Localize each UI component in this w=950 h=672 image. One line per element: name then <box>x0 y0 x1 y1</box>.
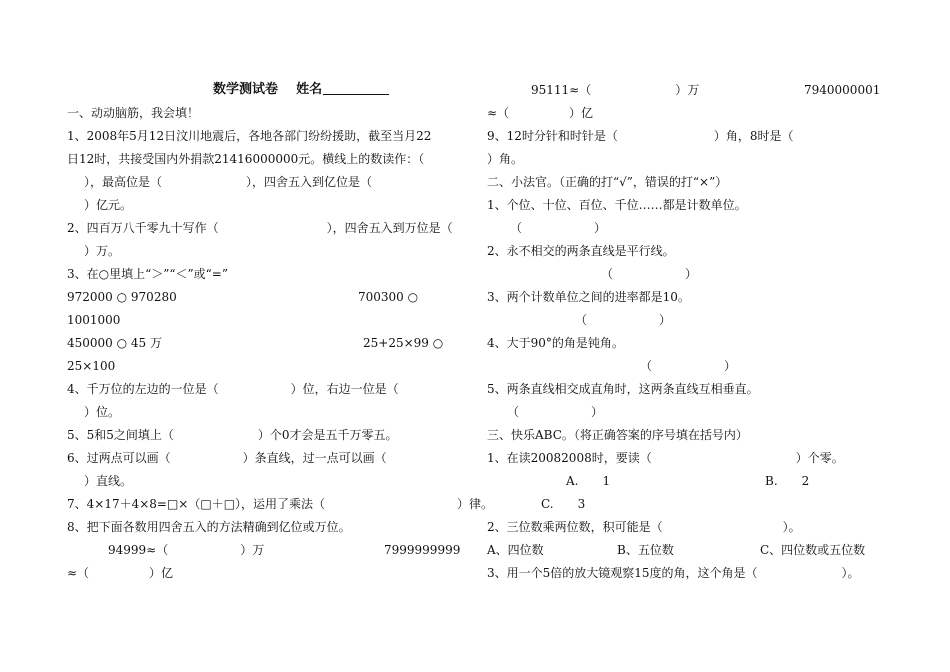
choice-2: 2、三位数乘两位数，积可能是（ ）。 <box>487 520 801 534</box>
question-8-item-1: 94999≈（ ）万 <box>108 543 265 557</box>
choice-2-option-c[interactable]: C、四位数或五位数 <box>760 543 866 557</box>
question-4-line-2: ）位。 <box>84 405 121 419</box>
compare-item-2b: 1001000 <box>67 313 121 327</box>
question-8-item-2b: ≈（ ）亿 <box>67 566 174 580</box>
question-1-line-1: 1、2008年5月12日汶川地震后，各地各部门纷纷援助，截至当月22 <box>67 129 432 143</box>
question-2-line-2: ）万。 <box>84 244 121 258</box>
judge-2-answer[interactable]: （ ） <box>601 267 698 281</box>
question-1-line-3: ），最高位是（ ），四舍五入到亿位是（ <box>84 175 373 189</box>
choice-2-option-a[interactable]: A、四位数 <box>487 543 544 557</box>
question-1-line-2: 日12时，共接受国内外捐款21416000000元。横线上的数读作：（ <box>67 152 425 166</box>
judge-2: 2、永不相交的两条直线是平行线。 <box>487 244 675 258</box>
choice-1: 1、在读20082008时，要读（ ）个零。 <box>487 451 844 465</box>
compare-item-4b: 25×100 <box>67 359 116 373</box>
question-9-line-1: 9、12时分针和时针是（ ）角，8时是（ <box>487 129 794 143</box>
question-9-line-2: ）角。 <box>487 152 524 166</box>
choice-1-option-a[interactable]: A. 1 <box>566 474 611 488</box>
question-8-item-2a: 7999999999 <box>384 543 461 557</box>
judge-4-answer[interactable]: （ ） <box>640 359 737 373</box>
compare-item-4a: 25+25×99 ○ <box>363 336 444 350</box>
question-8-item-4b: ≈（ ）亿 <box>487 106 594 120</box>
choice-1-option-c[interactable]: C. 3 <box>541 497 586 511</box>
judge-3-answer[interactable]: （ ） <box>575 313 672 327</box>
judge-3: 3、两个计数单位之间的进率都是10。 <box>487 290 690 304</box>
question-6-line-1: 6、过两点可以画（ ）条直线，过一点可以画（ <box>67 451 387 465</box>
section-2-heading: 二、小法官。（正确的打“√”，错误的打“×”） <box>487 175 728 189</box>
judge-1: 1、个位、十位、百位、千位……都是计数单位。 <box>487 198 747 212</box>
title-text: 数学测试卷 <box>213 82 279 97</box>
judge-4: 4、大于90°的角是钝角。 <box>487 336 624 350</box>
question-5: 5、5和5之间填上（ ）个0才会是五千万零五。 <box>67 428 398 442</box>
question-8-item-4a: 7940000001 <box>804 83 881 97</box>
question-3-heading: 3、在○里填上“＞”“＜”或“=” <box>67 267 228 281</box>
question-7: 7、4×17＋4×8=□×（□＋□），运用了乘法（ ）律。 <box>67 497 494 511</box>
question-8-item-3: 95111≈（ ）万 <box>531 83 700 97</box>
section-1-heading: 一、动动脑筋，我会填！ <box>67 106 200 120</box>
judge-5-answer[interactable]: （ ） <box>507 405 604 419</box>
compare-item-1: 972000 ○ 970280 <box>67 290 177 304</box>
compare-item-2a: 700300 ○ <box>358 290 419 304</box>
choice-1-option-b[interactable]: B. 2 <box>765 474 810 488</box>
question-1-line-4: ）亿元。 <box>84 198 133 212</box>
compare-item-3: 450000 ○ 45 万 <box>67 336 162 350</box>
choice-3: 3、用一个5倍的放大镜观察15度的角，这个角是（ ）。 <box>487 566 860 580</box>
choice-2-option-b[interactable]: B、五位数 <box>617 543 674 557</box>
section-3-heading: 三、快乐ABC。（将正确答案的序号填在括号内） <box>487 428 748 442</box>
name-label: 姓名 <box>296 82 323 97</box>
judge-1-answer[interactable]: （ ） <box>510 221 607 235</box>
question-2-line-1: 2、四百万八千零九十写作（ ），四舍五入到万位是（ <box>67 221 453 235</box>
exam-title <box>213 82 389 98</box>
judge-5: 5、两条直线相交成直角时，这两条直线互相垂直。 <box>487 382 759 396</box>
question-8-heading: 8、把下面各数用四舍五入的方法精确到亿位或万位。 <box>67 520 351 534</box>
question-6-line-2: ）直线。 <box>84 474 133 488</box>
question-4-line-1: 4、千万位的左边的一位是（ ）位，右边一位是（ <box>67 382 399 396</box>
name-blank-line[interactable] <box>323 82 389 95</box>
